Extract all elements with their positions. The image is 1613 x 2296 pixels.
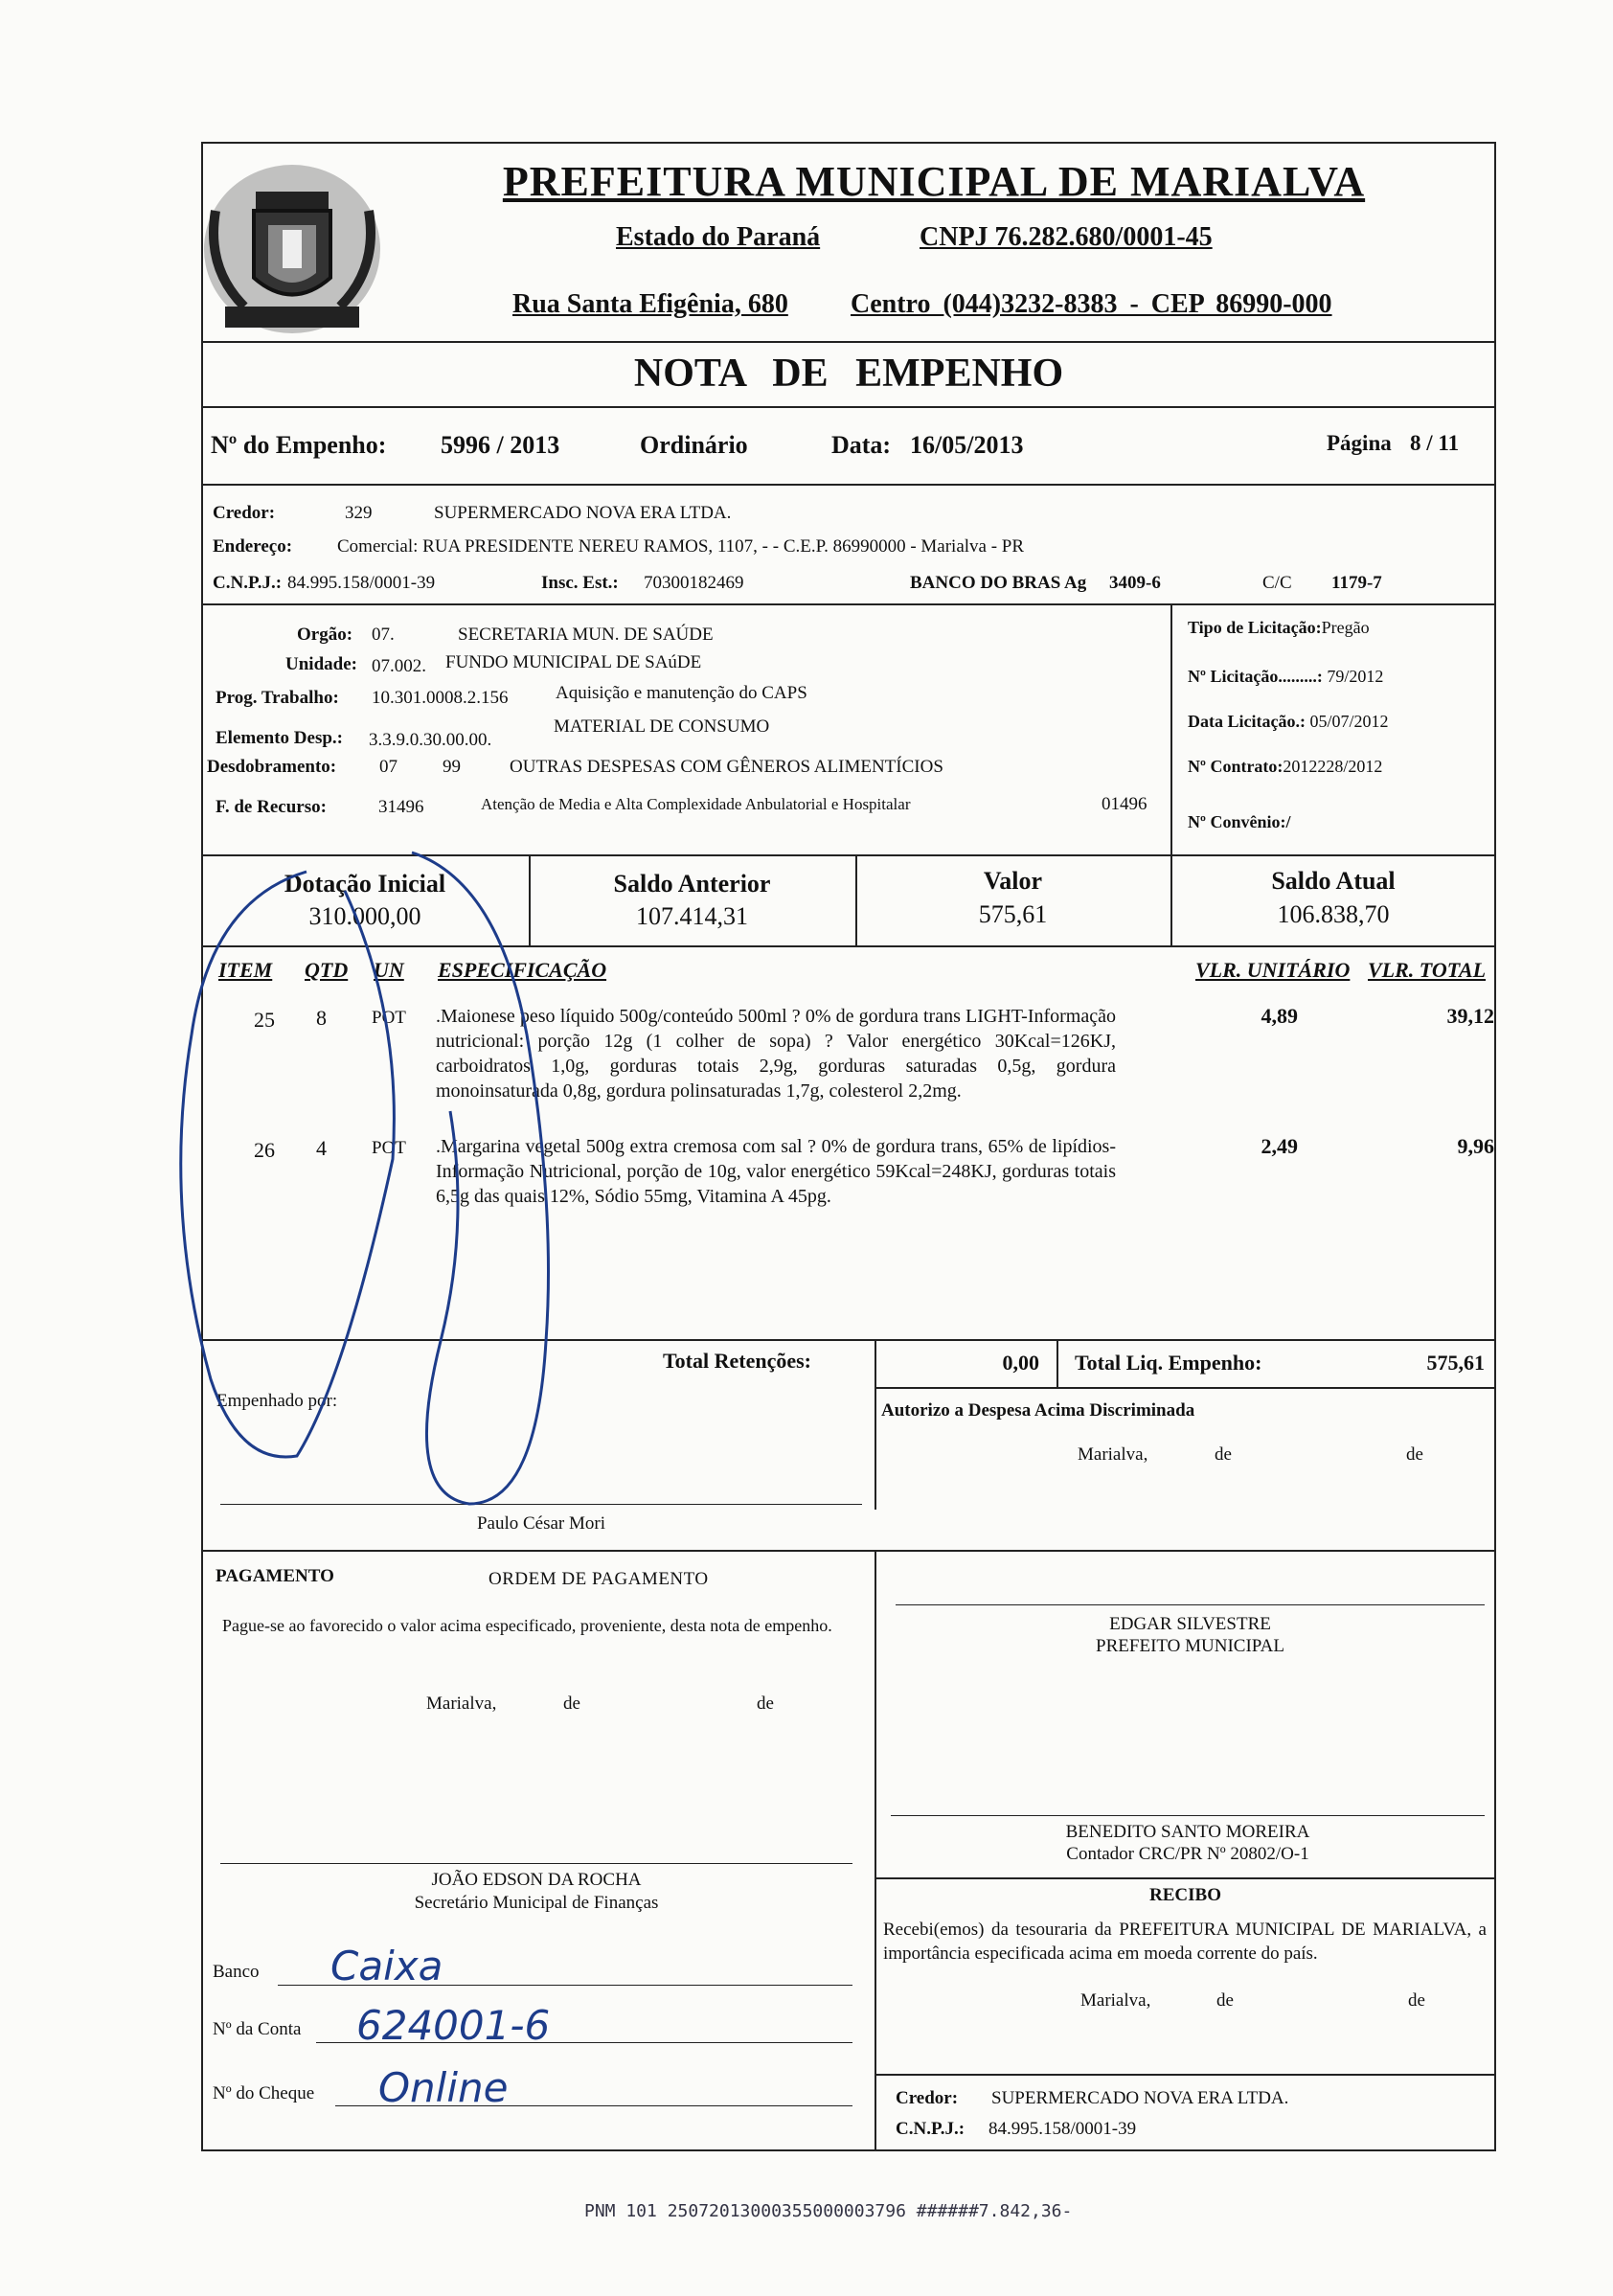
pag-local: Marialva,	[426, 1694, 497, 1714]
endereco-header: Rua Santa Efigênia, 680	[512, 289, 788, 319]
ret-valor: 0,00	[1002, 1351, 1039, 1375]
pag-de2: de	[757, 1694, 774, 1714]
secretario-nome: JOÃO EDSON DA ROCHA	[431, 1870, 642, 1890]
empenhado-nome: Paulo César Mori	[476, 1513, 606, 1534]
empenho-num-label: Nº do Empenho:	[211, 431, 387, 459]
pagamento-label: PAGAMENTO	[216, 1566, 334, 1586]
item-espec: .Margarina vegetal 500g extra cremosa com sal ? 0% de gordura trans, 65% de lipídios- Informação Nutricional, porção de 10g, valor energético 59Kcal=248KJ, gorduras totais 6,5g das quais 12%, Sódio 55mg, Vitamina A 45pg.	[436, 1136, 1116, 1207]
empenho-num: 5996 / 2013	[441, 431, 560, 459]
rec-cnpj: 84.995.158/0001-39	[988, 2119, 1137, 2139]
ordem-pagamento: ORDEM DE PAGAMENTO	[488, 1569, 709, 1589]
secretario-cargo: Secretário Municipal de Finanças	[414, 1893, 659, 1913]
credor-label: Credor:	[213, 503, 276, 523]
estado: Estado do Paraná	[616, 222, 821, 252]
desd-label: Desdobramento:	[207, 757, 337, 777]
cheque-handwriting: Online	[378, 2064, 509, 2111]
item-unit: 4,89	[1261, 1004, 1298, 1028]
item-qtd: 8	[316, 1006, 327, 1030]
cnpj-label: C.N.P.J.:	[213, 573, 283, 593]
desd-cod2: 99	[443, 757, 461, 777]
col-espec: ESPECIFICAÇÃO	[438, 958, 607, 982]
credor-codigo: 329	[345, 503, 373, 523]
atual-valor: 106.838,70	[1277, 900, 1390, 928]
pagina-label: Página	[1327, 431, 1392, 455]
item-un: POT	[372, 1138, 406, 1158]
cnpj-header: CNPJ 76.282.680/0001-45	[920, 222, 1213, 252]
endereco-label: Endereço:	[213, 536, 293, 557]
unidade: FUNDO MUNICIPAL DE SAúDE	[445, 652, 702, 672]
orgao-cod: 07.	[372, 625, 395, 645]
orgao-label: Orgão:	[297, 625, 353, 645]
unidade-label: Unidade:	[285, 654, 357, 674]
aut-local: Marialva,	[1078, 1444, 1148, 1465]
valor: 575,61	[978, 900, 1048, 928]
insc-label: Insc. Est.:	[541, 573, 619, 593]
rec-credor: SUPERMERCADO NOVA ERA LTDA.	[991, 2088, 1289, 2108]
unidade-cod: 07.002.	[372, 656, 426, 676]
anterior-label: Saldo Anterior	[613, 870, 771, 898]
autorizo: Autorizo a Despesa Acima Discriminada	[881, 1400, 1195, 1421]
prog: Aquisição e manutenção do CAPS	[556, 683, 807, 703]
licitacao-num: Nº Licitação.........: 79/2012	[1188, 667, 1384, 686]
rec-de1: de	[1216, 1990, 1234, 2011]
contato-header: Centro (044)3232-8383 - CEP 86990-000	[851, 289, 1332, 319]
banco-label: Banco	[213, 1962, 260, 1982]
rec-de2: de	[1408, 1990, 1425, 2011]
credor-nome: SUPERMERCADO NOVA ERA LTDA.	[434, 503, 732, 523]
prefeito-cargo: PREFEITO MUNICIPAL	[1096, 1636, 1284, 1656]
desd: OUTRAS DESPESAS COM GÊNEROS ALIMENTÍCIOS	[510, 757, 943, 777]
dotacao-valor: 310.000,00	[308, 902, 421, 930]
pagina: 8 / 11	[1410, 431, 1460, 455]
banco: BANCO DO BRAS Ag	[910, 573, 1087, 593]
contador-nome: BENEDITO SANTO MOREIRA	[1065, 1822, 1310, 1842]
prog-cod: 10.301.0008.2.156	[372, 688, 509, 708]
recibo-label: RECIBO	[1149, 1885, 1221, 1905]
contador-cargo: Contador CRC/PR Nº 20802/O-1	[1066, 1844, 1309, 1864]
item-total: 39,12	[1446, 1004, 1494, 1028]
empenho-data-label: Data:	[831, 431, 892, 459]
item-unit: 2,49	[1261, 1134, 1298, 1158]
fonte-num: 01496	[1102, 794, 1147, 814]
page-title: PREFEITURA MUNICIPAL DE MARIALVA	[502, 158, 1366, 205]
fonte-cod: 31496	[378, 797, 424, 817]
credor-endereco: Comercial: RUA PRESIDENTE NEREU RAMOS, 1107, - - C.E.P. 86990000 - Marialva - PR	[337, 536, 1025, 557]
col-vlr-unit: VLR. UNITÁRIO	[1195, 958, 1351, 982]
credor-insc: 70300182469	[644, 573, 744, 593]
aut-de2: de	[1406, 1444, 1423, 1465]
item-num: 25	[254, 1008, 275, 1032]
aut-de1: de	[1215, 1444, 1232, 1465]
col-un: UN	[374, 958, 404, 982]
item-num: 26	[254, 1138, 275, 1162]
recibo-texto: Recebi(emos) da tesouraria da PREFEITURA MUNICIPAL DE MARIALVA, a importância especificada acima em moeda corrente do país.	[883, 1920, 1487, 1964]
pag-de1: de	[563, 1694, 580, 1714]
elem-label: Elemento Desp.:	[216, 728, 343, 748]
col-vlr-total: VLR. TOTAL	[1368, 958, 1487, 982]
licitacao-contrato: Nº Contrato:2012228/2012	[1188, 757, 1383, 776]
fonte: Atenção de Media e Alta Complexidade Anbulatorial e Hospitalar	[481, 795, 911, 813]
anterior-valor: 107.414,31	[636, 902, 748, 930]
atual-label: Saldo Atual	[1271, 867, 1396, 895]
licitacao-data: Data Licitação.: 05/07/2012	[1188, 712, 1389, 731]
item-qtd: 4	[316, 1136, 327, 1160]
cc-label: C/C	[1262, 573, 1292, 593]
conta-handwriting: 624001-6	[356, 2002, 551, 2049]
fonte-label: F. de Recurso:	[216, 797, 327, 817]
orgao: SECRETARIA MUN. DE SAÚDE	[458, 625, 714, 645]
footer-code: PNM 101 25072013000355000003796 ######7.842,36-	[584, 2201, 1073, 2221]
cheque-label: Nº do Cheque	[213, 2083, 315, 2103]
elem: MATERIAL DE CONSUMO	[554, 716, 770, 737]
elem-cod: 3.3.9.0.30.00.00.	[369, 730, 492, 750]
licitacao-tipo: Tipo de Licitação:Pregão	[1188, 618, 1370, 637]
empenho-data: 16/05/2013	[910, 431, 1024, 459]
liq-label: Total Liq. Empenho:	[1075, 1351, 1262, 1375]
banco-handwriting: Caixa	[330, 1943, 443, 1989]
empenhado-label: Empenhado por:	[216, 1391, 338, 1411]
desd-cod1: 07	[379, 757, 398, 777]
item-un: POT	[372, 1008, 406, 1028]
valor-label: Valor	[983, 867, 1043, 895]
dotacao-label: Dotação Inicial	[284, 870, 446, 898]
prog-label: Prog. Trabalho:	[216, 688, 339, 708]
doc-title: NOTA DE EMPENHO	[633, 352, 1064, 396]
licitacao-convenio: Nº Convênio:/	[1188, 812, 1291, 831]
pen-circles-icon	[153, 843, 613, 1533]
ret-label: Total Retenções:	[663, 1349, 811, 1373]
col-item: ITEM	[218, 958, 273, 982]
agencia: 3409-6	[1109, 573, 1161, 593]
rec-cnpj-label: C.N.P.J.:	[896, 2119, 966, 2139]
pagamento-texto: Pague-se ao favorecido o valor acima especificado, proveniente, desta nota de empenho.	[222, 1616, 832, 1635]
empenho-tipo: Ordinário	[640, 431, 748, 459]
cc: 1179-7	[1331, 573, 1382, 593]
prefeito-nome: EDGAR SILVESTRE	[1109, 1614, 1271, 1634]
item-total: 9,96	[1457, 1134, 1494, 1158]
conta-label: Nº da Conta	[213, 2019, 302, 2039]
credor-cnpj: 84.995.158/0001-39	[287, 573, 436, 593]
rec-credor-label: Credor:	[896, 2088, 959, 2108]
col-qtd: QTD	[305, 958, 349, 982]
rec-local: Marialva,	[1080, 1990, 1151, 2011]
item-espec: .Maionese peso líquido 500g/conteúdo 500ml ? 0% de gordura trans LIGHT-Informação nutricional: porção 12g (1 colher de sopa) ? Valor energético 30Kcal=126KJ, carboidratos 1,0g, gorduras totais 2,9g, gorduras saturadas 0,5g, gordura monoinsaturada 0,8g, gordura polinsaturadas 1,7g, colesterol 2,2mg.	[436, 1006, 1116, 1102]
liq-valor: 575,61	[1426, 1351, 1485, 1375]
